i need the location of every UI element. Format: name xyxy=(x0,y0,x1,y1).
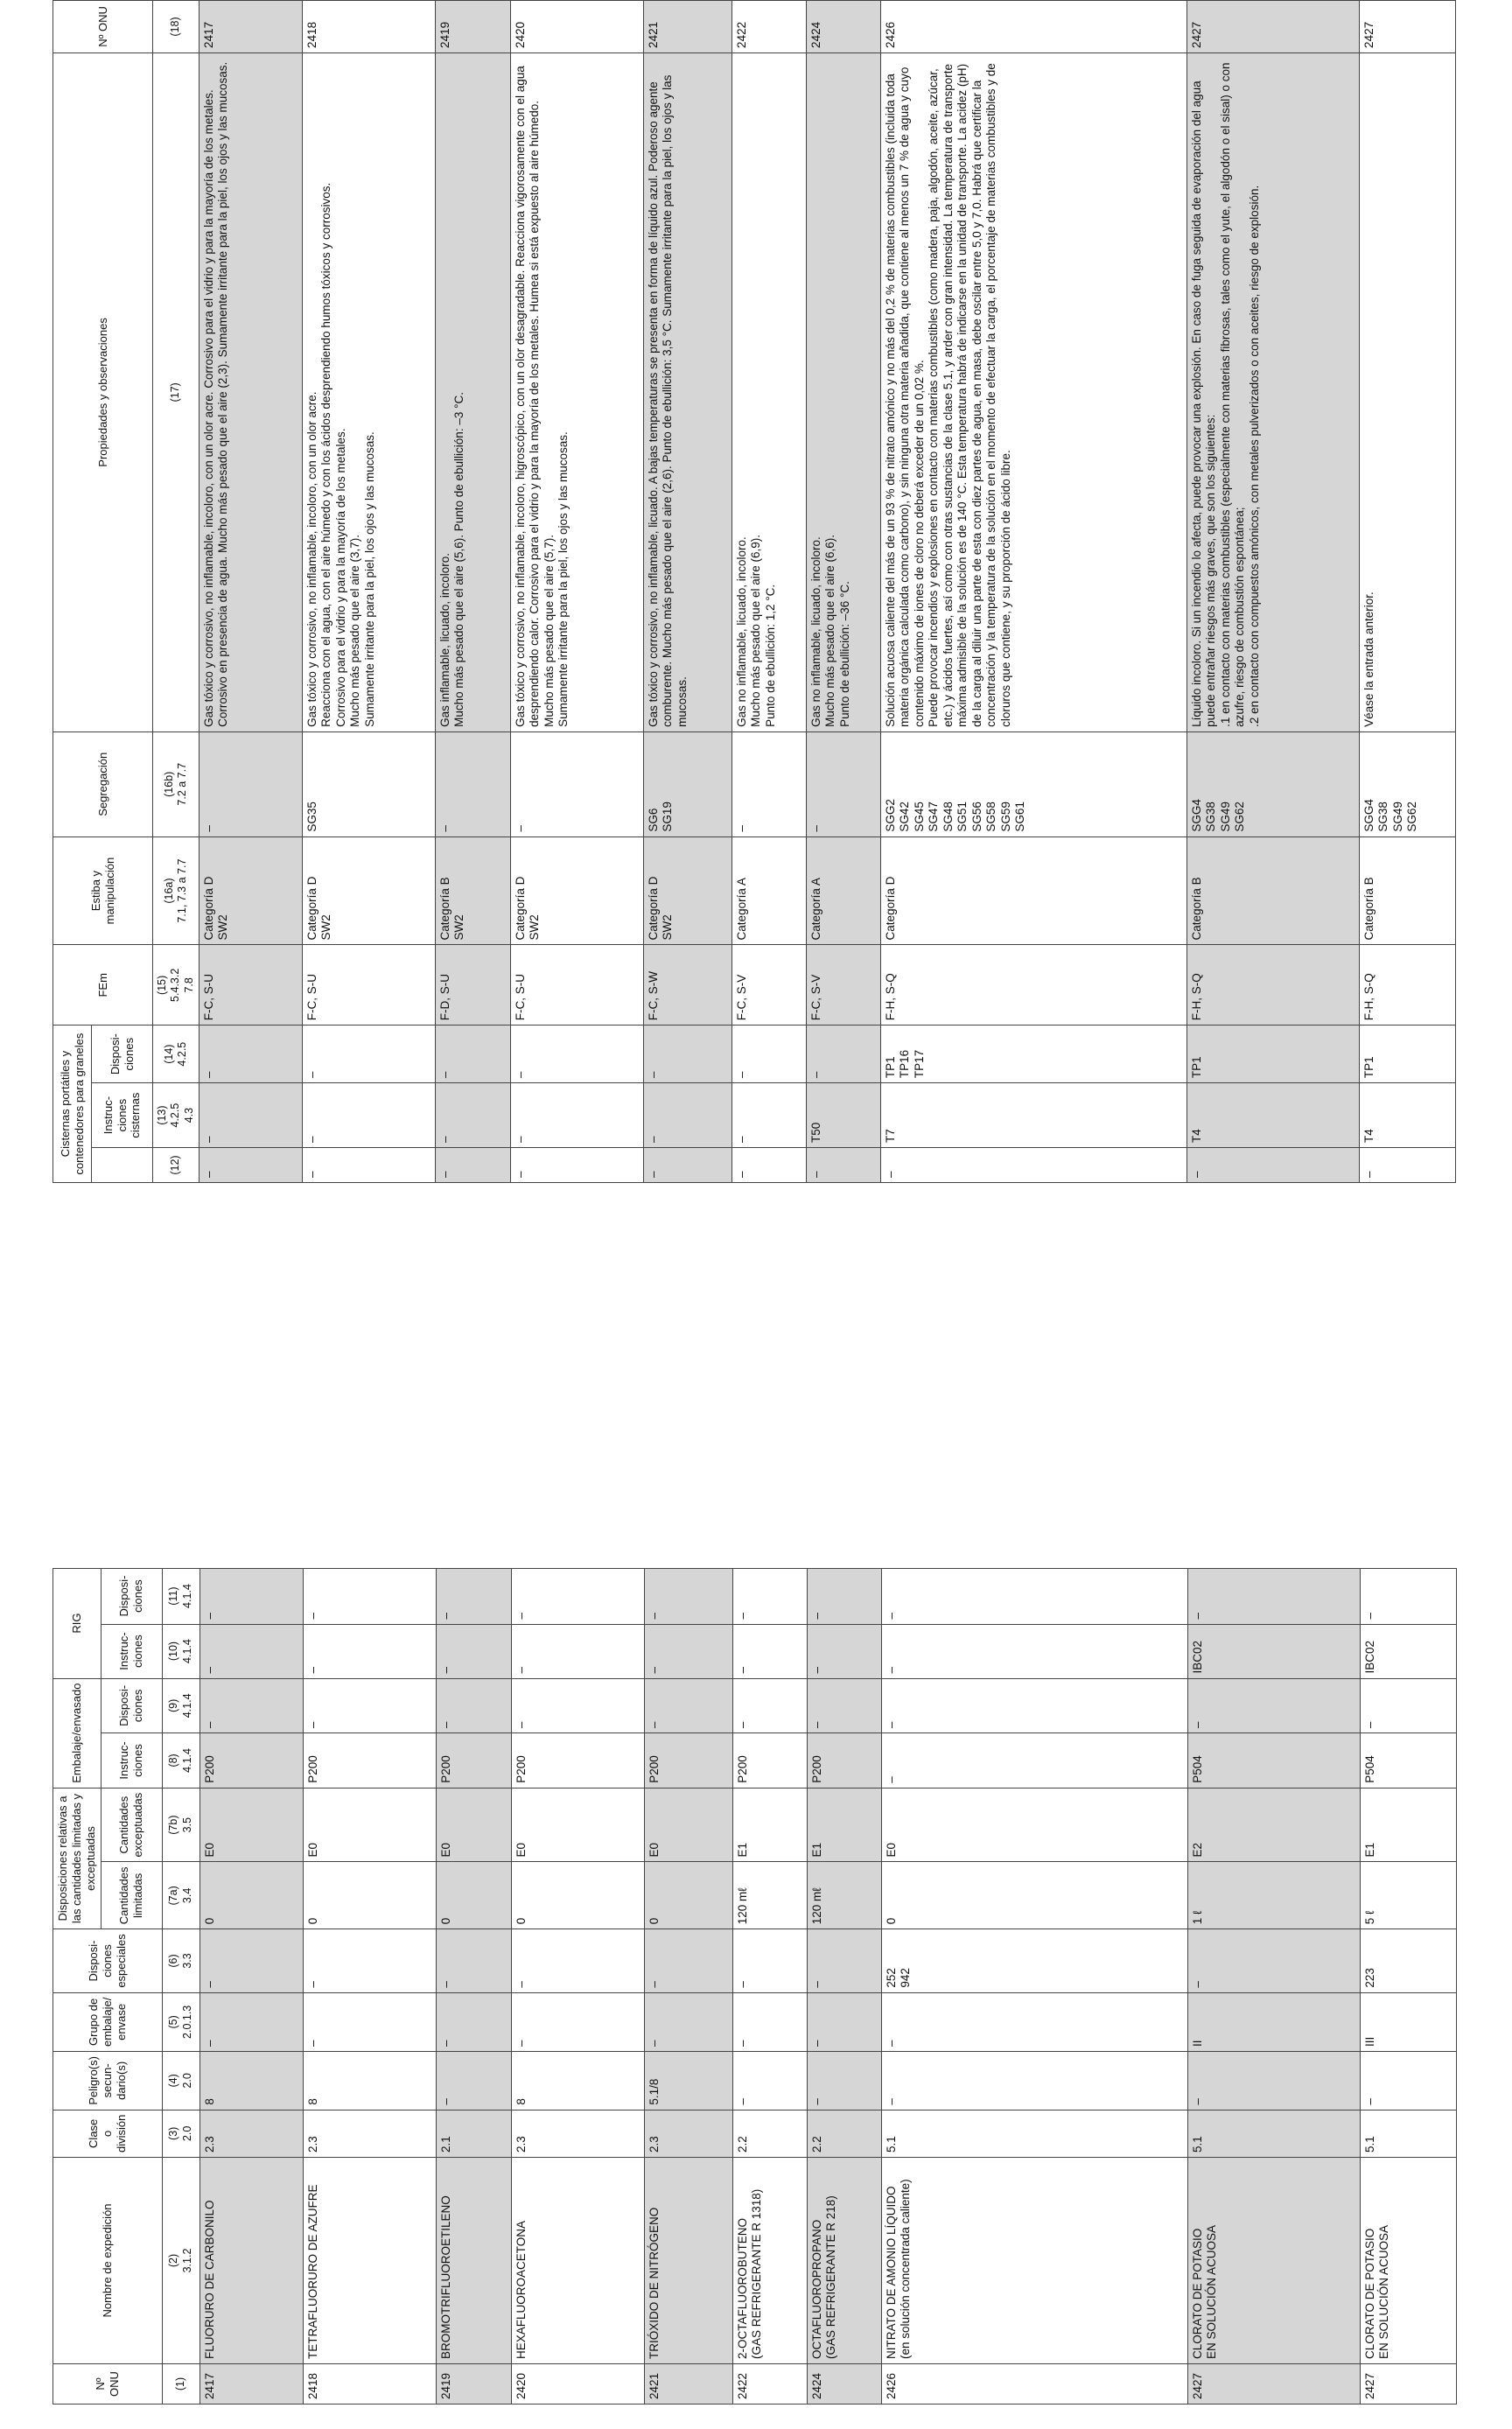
ems: F-C, S-U xyxy=(302,945,435,1026)
col12-value: – xyxy=(880,1148,1186,1183)
table-row xyxy=(643,1,732,1183)
class: 2.2 xyxy=(732,2110,807,2157)
col-num-4: (4) 2.0 xyxy=(162,2052,200,2110)
packing-instruction: P200 xyxy=(807,1733,881,1788)
header-packing-provisions: Disposi- ciones xyxy=(101,1678,162,1733)
class: 5.1 xyxy=(881,2110,1187,2157)
packing-instruction: P200 xyxy=(303,1733,436,1788)
header-shipping-name: Nombre de expedición xyxy=(53,2158,163,2364)
col12-value: – xyxy=(510,1148,643,1183)
limited-quantity: 1 ℓ xyxy=(1187,1862,1360,1929)
col12-value: – xyxy=(199,1148,302,1183)
ems: F-H, S-Q xyxy=(1359,945,1455,1026)
header-class: Clase o división xyxy=(53,2110,163,2157)
class: 2.2 xyxy=(807,2110,881,2157)
header-excepted-quantities: Cantidades exceptuadas xyxy=(101,1788,162,1862)
properties: Gas inflamable, licuado, incoloro. Mucho más pesado que el aire (5,6). Punto de ebullición: –3 °C. xyxy=(435,52,510,732)
segregation: SG6 SG19 xyxy=(643,732,732,836)
packing-group: – xyxy=(644,1992,732,2051)
col-num-14: (14) 4.2.5 xyxy=(153,1026,200,1083)
properties: Véase la entrada anterior. xyxy=(1359,52,1455,732)
class: 2.1 xyxy=(436,2110,511,2157)
stowage: Categoría D xyxy=(880,836,1186,945)
un-number: 2419 xyxy=(436,2364,511,2404)
table-row xyxy=(644,1568,732,2404)
packing-provision: – xyxy=(1360,1678,1456,1733)
special-provisions: – xyxy=(511,1929,644,1992)
subsidiary-risk: – xyxy=(436,2052,511,2110)
col-num-11: (11) 4.1.4 xyxy=(162,1568,200,1624)
header-packing: Embalaje/envasado xyxy=(53,1678,102,1788)
packing-instruction: P504 xyxy=(1187,1733,1360,1788)
col-num-16a: (16a) 7.1, 7.3 a 7.7 xyxy=(153,836,200,945)
table-row xyxy=(1187,1568,1360,2404)
table-row xyxy=(1360,1568,1456,2404)
table-row xyxy=(807,1568,881,2404)
excepted-quantity: E0 xyxy=(200,1788,303,1862)
packing-group: III xyxy=(1360,1992,1456,2051)
ems: F-C, S-U xyxy=(199,945,302,1026)
stowage: Categoría B xyxy=(1186,836,1359,945)
ibc-instruction: – xyxy=(200,1624,303,1678)
shipping-name: NITRATO DE AMONIO LÍQUIDO (en solución concentrada caliente) xyxy=(881,2158,1187,2364)
shipping-name: 2-OCTAFLUOROBUTENO (GAS REFRIGERANTE R 1318) xyxy=(732,2158,807,2364)
class: 2.3 xyxy=(644,2110,732,2157)
excepted-quantity: E1 xyxy=(1360,1788,1456,1862)
properties: Gas tóxico y corrosivo, no inflamable, licuado. A bajas temperaturas se presenta en forma de líquido azul. Poderoso agente comburente. Mucho más pesado que el aire (2,6). Punto de ebullición: 3,5 °C. Sumamente irritante para la piel, los ojos y las mucosas. xyxy=(643,52,732,732)
un-number: 2422 xyxy=(732,2364,807,2404)
shipping-name: OCTAFLUOROPROPANO (GAS REFRIGERANTE R 218) xyxy=(807,2158,881,2364)
shipping-name: CLORATO DE POTASIO EN SOLUCIÓN ACUOSA xyxy=(1187,2158,1360,2364)
packing-provision: – xyxy=(644,1678,732,1733)
packing-instruction: P200 xyxy=(732,1733,807,1788)
class: 2.3 xyxy=(303,2110,436,2157)
ibc-provision: – xyxy=(644,1568,732,1624)
col-num-17: (17) xyxy=(153,52,200,732)
header-ibc-instructions: Instruc- ciones xyxy=(101,1624,162,1678)
segregation: SGG4 SG38 SG49 SG62 xyxy=(1359,732,1455,836)
stowage: Categoría B xyxy=(1359,836,1455,945)
table-row xyxy=(436,1568,511,2404)
ibc-provision: – xyxy=(881,1568,1187,1624)
properties: Líquido incoloro. Si un incendio lo afecta, puede provocar una explosión. En caso de fuga seguida de evaporación del agua puede entrañar riesgos más graves, que son los siguientes: .1 en contacto con materias combustibles (especialmente con materias fibrosas, tales como el yute, el algodón o el sisal) o con azufre, riesgo de combustión espontánea; .2 en contacto con compuestos amónicos, con metales pulverizados o con aceites, riesgo de explosión. xyxy=(1186,52,1359,732)
col-num-2: (2) 3.1.2 xyxy=(162,2158,200,2364)
subsidiary-risk: – xyxy=(732,2052,807,2110)
special-provisions: 252 942 xyxy=(881,1929,1187,1992)
limited-quantity: 0 xyxy=(511,1862,644,1929)
shipping-name: TETRAFLUORURO DE AZUFRE xyxy=(303,2158,436,2364)
packing-provision: – xyxy=(436,1678,511,1733)
subsidiary-risk: – xyxy=(807,2052,881,2110)
header-properties: Propiedades y observaciones xyxy=(53,52,153,732)
packing-instruction: P200 xyxy=(436,1733,511,1788)
packing-provision: – xyxy=(1187,1678,1360,1733)
un-number-right: 2426 xyxy=(880,1,1186,53)
header-ibc-provisions: Disposi- ciones xyxy=(101,1568,162,1624)
col-num-1: (1) xyxy=(162,2364,200,2404)
packing-group: – xyxy=(881,1992,1187,2051)
class: 2.3 xyxy=(511,2110,644,2157)
special-provisions: – xyxy=(1187,1929,1360,1992)
ibc-provision: – xyxy=(1360,1568,1456,1624)
ems: F-D, S-U xyxy=(435,945,510,1026)
tank-provision: – xyxy=(435,1026,510,1083)
limited-quantity: 0 xyxy=(436,1862,511,1929)
special-provisions: – xyxy=(303,1929,436,1992)
subsidiary-risk: 5.1/8 xyxy=(644,2052,732,2110)
header-tank-instructions: Instruc- ciones cisternas xyxy=(92,1083,153,1148)
un-number: 2420 xyxy=(511,2364,644,2404)
col-num-6: (6) 3.3 xyxy=(162,1929,200,1992)
un-number-right: 2419 xyxy=(435,1,510,53)
properties: Gas tóxico y corrosivo, no inflamable, incoloro, con un olor acre. Reacciona con el agua, con el aire húmedo y con los ácidos desprendiendo humos tóxicos y corrosivos. Corrosivo para el vidrio y para la mayoría de los metales. Mucho más pesado que el aire (3,7). Sumamente irritante para la piel, los ojos y las mucosas. xyxy=(302,52,435,732)
packing-provision: – xyxy=(511,1678,644,1733)
col-num-12: (12) xyxy=(153,1148,200,1183)
table-row xyxy=(1186,1,1359,1183)
un-number: 2427 xyxy=(1187,2364,1360,2404)
segregation: – xyxy=(510,732,643,836)
class: 5.1 xyxy=(1187,2110,1360,2157)
limited-quantity: 0 xyxy=(303,1862,436,1929)
col-num-16b: (16b) 7.2 a 7.7 xyxy=(153,732,200,836)
table-row xyxy=(510,1,643,1183)
ibc-instruction: – xyxy=(511,1624,644,1678)
tank-instruction: – xyxy=(510,1083,643,1148)
col-num-3: (3) 2.0 xyxy=(162,2110,200,2157)
tank-instruction: T50 xyxy=(806,1083,880,1148)
tank-provision: TP1 xyxy=(1186,1026,1359,1083)
ibc-provision: – xyxy=(303,1568,436,1624)
packing-group: – xyxy=(511,1992,644,2051)
packing-instruction: P200 xyxy=(644,1733,732,1788)
ibc-instruction: IBC02 xyxy=(1187,1624,1360,1678)
col12-value: – xyxy=(1186,1148,1359,1183)
segregation: SG35 xyxy=(302,732,435,836)
subsidiary-risk: – xyxy=(881,2052,1187,2110)
excepted-quantity: E2 xyxy=(1187,1788,1360,1862)
packing-instruction: P200 xyxy=(511,1733,644,1788)
un-number: 2427 xyxy=(1360,2364,1456,2404)
tank-provision: – xyxy=(643,1026,732,1083)
ibc-instruction: – xyxy=(732,1624,807,1678)
stowage: Categoría D SW2 xyxy=(199,836,302,945)
subsidiary-risk: 8 xyxy=(200,2052,303,2110)
excepted-quantity: E0 xyxy=(436,1788,511,1862)
shipping-name: HEXAFLUOROACETONA xyxy=(511,2158,644,2364)
excepted-quantity: E0 xyxy=(881,1788,1187,1862)
special-provisions: – xyxy=(200,1929,303,1992)
stowage: Categoría D SW2 xyxy=(302,836,435,945)
limited-quantity: 0 xyxy=(881,1862,1187,1929)
packing-provision: – xyxy=(807,1678,881,1733)
table-row xyxy=(732,1568,807,2404)
un-number-right: 2427 xyxy=(1186,1,1359,53)
col-num-18: (18) xyxy=(153,1,200,53)
header-subsidiary-risk: Peligro(s) secun- dario(s) xyxy=(53,2052,163,2110)
segregation: – xyxy=(806,732,880,836)
ibc-provision: – xyxy=(436,1568,511,1624)
special-provisions: – xyxy=(732,1929,807,1992)
tank-provision: – xyxy=(806,1026,880,1083)
shipping-name: CLORATO DE POTASIO EN SOLUCIÓN ACUOSA xyxy=(1360,2158,1456,2364)
segregation: – xyxy=(199,732,302,836)
col-num-10: (10) 4.1.4 xyxy=(162,1624,200,1678)
header-special-provisions: Disposi- ciones especiales xyxy=(53,1929,163,1992)
packing-group: – xyxy=(807,1992,881,2051)
special-provisions: – xyxy=(644,1929,732,1992)
un-number: 2418 xyxy=(303,2364,436,2404)
dangerous-goods-table-left xyxy=(52,1568,1457,2404)
properties: Gas tóxico y corrosivo, no inflamable, incoloro, con un olor acre. Corrosivo para el vidrio y para la mayoría de los metales. Corrosivo en presencia de agua. Mucho más pesado que el aire (2,3). Sumamente irritante para la piel, los ojos y las mucosas. xyxy=(199,52,302,732)
packing-instruction: – xyxy=(881,1733,1187,1788)
header-tank-provisions: Disposi- ciones xyxy=(92,1026,153,1083)
tank-provision: – xyxy=(732,1026,806,1083)
tank-instruction: T4 xyxy=(1359,1083,1455,1148)
col12-value: – xyxy=(435,1148,510,1183)
excepted-quantity: E1 xyxy=(732,1788,807,1862)
ibc-provision: – xyxy=(200,1568,303,1624)
stowage: Categoría A xyxy=(806,836,880,945)
segregation: – xyxy=(435,732,510,836)
ems: F-C, S-V xyxy=(732,945,806,1026)
un-number: 2426 xyxy=(881,2364,1187,2404)
table-row xyxy=(881,1568,1187,2404)
table-row xyxy=(732,1,806,1183)
shipping-name: TRIÓXIDO DE NITRÓGENO xyxy=(644,2158,732,2364)
packing-group: – xyxy=(200,1992,303,2051)
header-col12-blank xyxy=(92,1148,153,1183)
col-num-7b: (7b) 3.5 xyxy=(162,1788,200,1862)
table-row xyxy=(806,1,880,1183)
tank-provision: – xyxy=(510,1026,643,1083)
header-un-no-right: Nº ONU xyxy=(53,1,153,53)
ibc-provision: – xyxy=(511,1568,644,1624)
ems: F-C, S-U xyxy=(510,945,643,1026)
packing-provision: – xyxy=(200,1678,303,1733)
packing-group: II xyxy=(1187,1992,1360,2051)
limited-quantity: 120 mℓ xyxy=(807,1862,881,1929)
packing-group: – xyxy=(436,1992,511,2051)
tank-instruction: T4 xyxy=(1186,1083,1359,1148)
special-provisions: – xyxy=(807,1929,881,1992)
packing-provision: – xyxy=(732,1678,807,1733)
col-num-13: (13) 4.2.5 4.3 xyxy=(153,1083,200,1148)
ibc-instruction: – xyxy=(644,1624,732,1678)
excepted-quantity: E0 xyxy=(303,1788,436,1862)
header-ibc: RIG xyxy=(53,1568,102,1678)
tank-instruction: – xyxy=(732,1083,806,1148)
col12-value: – xyxy=(806,1148,880,1183)
ibc-provision: – xyxy=(732,1568,807,1624)
subsidiary-risk: – xyxy=(1360,2052,1456,2110)
header-tanks: Cisternas portátiles y contenedores para graneles xyxy=(53,1026,92,1183)
limited-quantity: 0 xyxy=(200,1862,303,1929)
dangerous-goods-table-right xyxy=(52,0,1456,1183)
table-row xyxy=(435,1,510,1183)
packing-instruction: P504 xyxy=(1360,1733,1456,1788)
excepted-quantity: E1 xyxy=(807,1788,881,1862)
un-number-right: 2424 xyxy=(806,1,880,53)
subsidiary-risk: 8 xyxy=(511,2052,644,2110)
tank-instruction: – xyxy=(643,1083,732,1148)
packing-group: – xyxy=(303,1992,436,2051)
limited-quantity: 120 mℓ xyxy=(732,1862,807,1929)
properties: Solución acuosa caliente del más de un 93 % de nitrato amónico y no más del 0,2 % de materias combustibles (incluida toda materia orgánica calculada como carbono), y sin ninguna otra materia añadida, que contiene al menos un 7 % de agua y cuyo contenido máximo de iones de cloro no deberá exceder de un 0,02 %. Puede provocar incendios y explosiones en contacto con materias combustibles (como madera, paja, algodón, aceite, azúcar, etc.) y ácidos fuertes, así como con otras sustancias de la clase 5.1, y arder con gran intensidad. La temperatura de transporte máxima admisible de la solución es de 140 °C. Esta temperatura habrá de indicarse en la unidad de transporte. La acidez (pH) de la carga al diluir una parte de esta con diez partes de agua, en masa, debe oscilar entre 5,0 y 7,0. Habrá que certificar la concentración y la temperatura de la solución en el momento de efectuar la carga, el porcentaje de materias combustibles y de cloruros que contiene, y su proporción de ácido libre. xyxy=(880,52,1186,732)
table-row xyxy=(200,1568,303,2404)
segregation: – xyxy=(732,732,806,836)
excepted-quantity: E0 xyxy=(644,1788,732,1862)
table-row xyxy=(880,1,1186,1183)
properties: Gas no inflamable, licuado, incoloro. Mucho más pesado que el aire (6,6). Punto de ebullición: –36 °C. xyxy=(806,52,880,732)
tank-instruction: – xyxy=(435,1083,510,1148)
subsidiary-risk: 8 xyxy=(303,2052,436,2110)
packing-provision: – xyxy=(881,1678,1187,1733)
ibc-instruction: – xyxy=(881,1624,1187,1678)
tank-provision: – xyxy=(199,1026,302,1083)
ibc-provision: – xyxy=(1187,1568,1360,1624)
stowage: Categoría D SW2 xyxy=(643,836,732,945)
stowage: Categoría A xyxy=(732,836,806,945)
tank-provision: – xyxy=(302,1026,435,1083)
col12-value: – xyxy=(643,1148,732,1183)
ems: F-C, S-W xyxy=(643,945,732,1026)
header-packing-group: Grupo de embalaje/ envase xyxy=(53,1992,163,2051)
un-number-right: 2421 xyxy=(643,1,732,53)
packing-group: – xyxy=(732,1992,807,2051)
packing-provision: – xyxy=(303,1678,436,1733)
shipping-name: BROMOTRIFLUOROETILENO xyxy=(436,2158,511,2364)
tank-instruction: – xyxy=(199,1083,302,1148)
ibc-instruction: – xyxy=(436,1624,511,1678)
stowage: Categoría B SW2 xyxy=(435,836,510,945)
tank-provision: TP1 xyxy=(1359,1026,1455,1083)
un-number-right: 2417 xyxy=(199,1,302,53)
special-provisions: – xyxy=(436,1929,511,1992)
table-row xyxy=(303,1568,436,2404)
ems: F-H, S-Q xyxy=(880,945,1186,1026)
header-limited-quantities: Cantidades limitadas xyxy=(101,1862,162,1929)
segregation: SGG2 SG42 SG45 SG47 SG48 SG51 SG56 SG58 SG59 SG61 xyxy=(880,732,1186,836)
stowage: Categoría D SW2 xyxy=(510,836,643,945)
excepted-quantity: E0 xyxy=(511,1788,644,1862)
un-number-right: 2422 xyxy=(732,1,806,53)
un-number: 2424 xyxy=(807,2364,881,2404)
un-number-right: 2427 xyxy=(1359,1,1455,53)
header-stowage: Estiba y manipulación xyxy=(53,836,153,945)
packing-instruction: P200 xyxy=(200,1733,303,1788)
tank-instruction: T7 xyxy=(880,1083,1186,1148)
header-segregation: Segregación xyxy=(53,732,153,836)
special-provisions: 223 xyxy=(1360,1929,1456,1992)
col-num-7a: (7a) 3.4 xyxy=(162,1862,200,1929)
header-un-no: Nº ONU xyxy=(53,2364,163,2404)
col12-value: – xyxy=(1359,1148,1455,1183)
class: 2.3 xyxy=(200,2110,303,2157)
shipping-name: FLUORURO DE CARBONILO xyxy=(200,2158,303,2364)
col-num-15: (15) 5.4.3.2 7.8 xyxy=(153,945,200,1026)
subsidiary-risk: – xyxy=(1187,2052,1360,2110)
tank-provision: TP1 TP16 TP17 xyxy=(880,1026,1186,1083)
table-row xyxy=(1359,1,1455,1183)
ibc-instruction: IBC02 xyxy=(1360,1624,1456,1678)
segregation: SGG4 SG38 SG49 SG62 xyxy=(1186,732,1359,836)
ibc-provision: – xyxy=(807,1568,881,1624)
col-num-9: (9) 4.1.4 xyxy=(162,1678,200,1733)
limited-quantity: 5 ℓ xyxy=(1360,1862,1456,1929)
limited-quantity: 0 xyxy=(644,1862,732,1929)
header-limited-excepted: Disposiciones relativas a las cantidades limitadas y exceptuadas xyxy=(53,1788,102,1929)
ibc-instruction: – xyxy=(807,1624,881,1678)
un-number-right: 2418 xyxy=(302,1,435,53)
un-number-right: 2420 xyxy=(510,1,643,53)
header-packing-instructions: Instruc- ciones xyxy=(101,1733,162,1788)
table-row xyxy=(302,1,435,1183)
un-number: 2417 xyxy=(200,2364,303,2404)
table-row xyxy=(199,1,302,1183)
ems: F-C, S-V xyxy=(806,945,880,1026)
col12-value: – xyxy=(732,1148,806,1183)
ems: F-H, S-Q xyxy=(1186,945,1359,1026)
col-num-8: (8) 4.1.4 xyxy=(162,1733,200,1788)
properties: Gas tóxico y corrosivo, no inflamable, incoloro, higroscópico, con un olor desagradable. Reacciona vigorosamente con el agua desprendiendo calor. Corrosivo para el vidrio y para la mayoría de los metales. Humea si está expuesto al aire húmedo. Mucho más pesado que el aire (5,7). Sumamente irritante para la piel, los ojos y las mucosas. xyxy=(510,52,643,732)
tank-instruction: – xyxy=(302,1083,435,1148)
properties: Gas no inflamable, licuado, incoloro. Mucho más pesado que el aire (6,9). Punto de ebullición: 1,2 °C. xyxy=(732,52,806,732)
col12-value: – xyxy=(302,1148,435,1183)
class: 5.1 xyxy=(1360,2110,1456,2157)
col-num-5: (5) 2.0.1.3 xyxy=(162,1992,200,2051)
un-number: 2421 xyxy=(644,2364,732,2404)
table-row xyxy=(511,1568,644,2404)
ibc-instruction: – xyxy=(303,1624,436,1678)
header-ems: FEm xyxy=(53,945,153,1026)
